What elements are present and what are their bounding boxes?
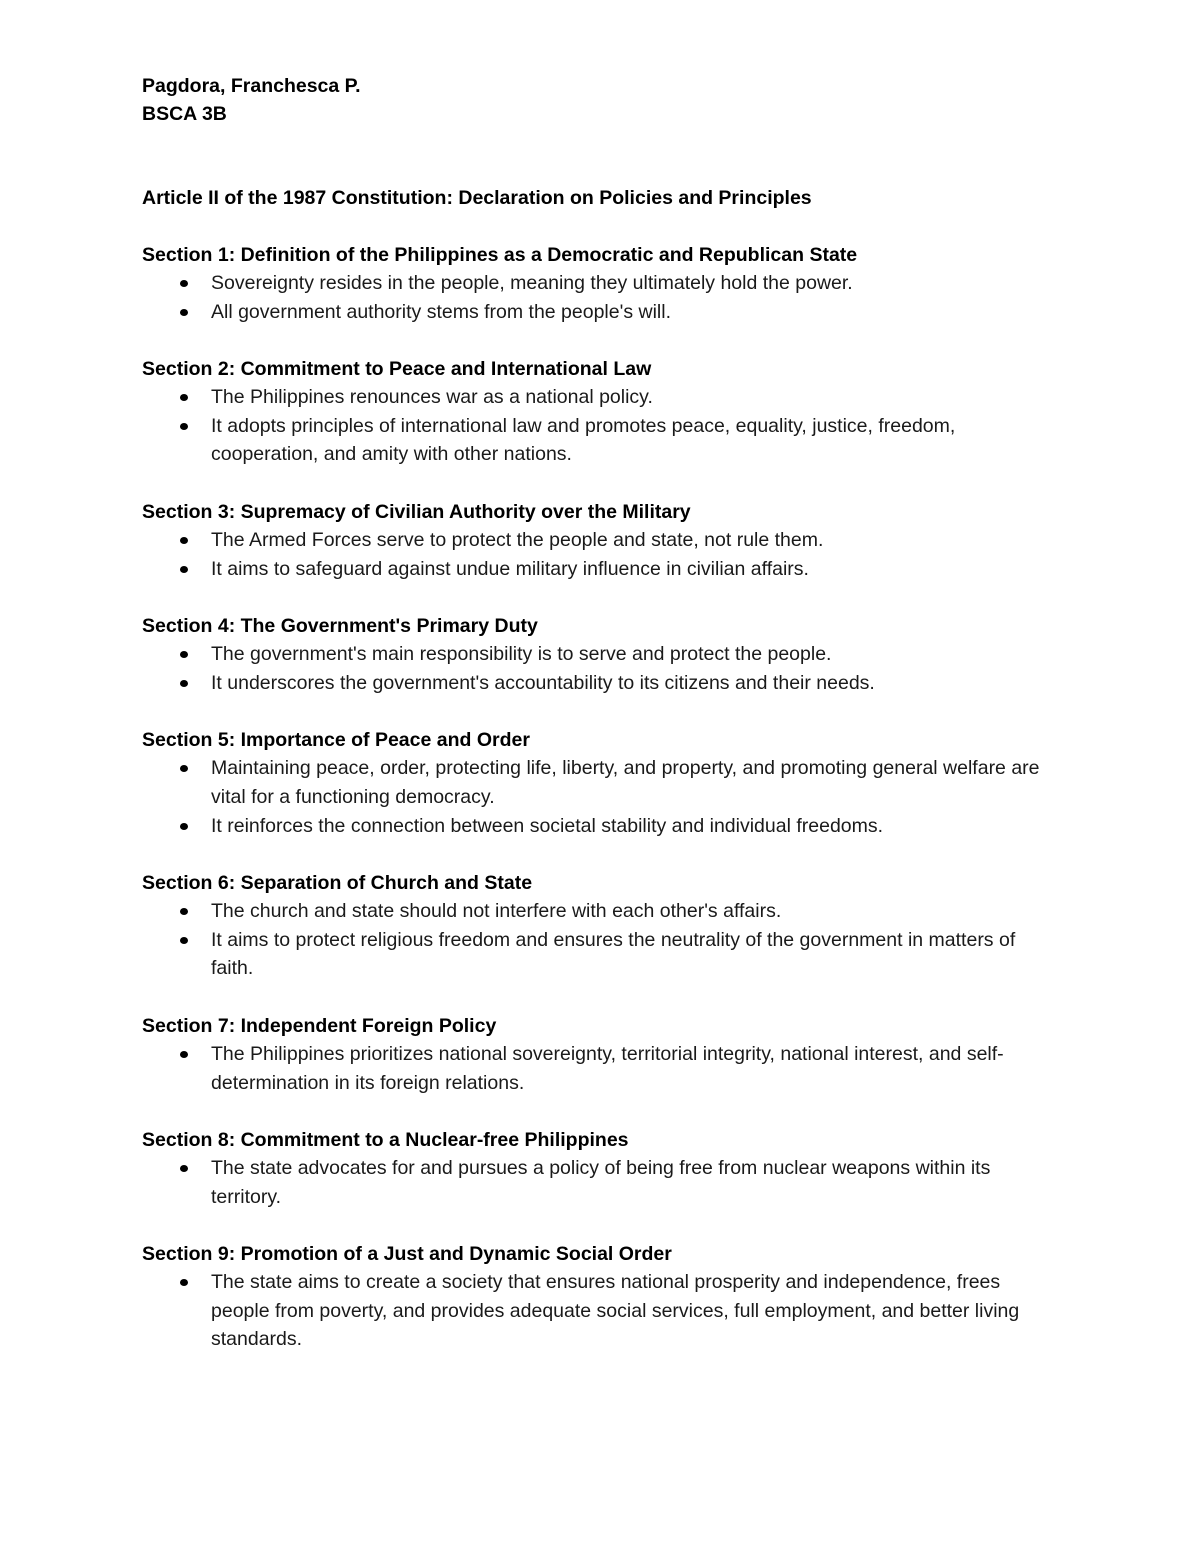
bullet-icon bbox=[180, 309, 188, 316]
list-item bbox=[142, 269, 1060, 298]
bullet-icon bbox=[180, 394, 188, 401]
bullet-icon bbox=[180, 1165, 188, 1172]
bullet-text: It aims to safeguard against undue military influence in civilian affairs. bbox=[211, 557, 809, 580]
section-6 bbox=[142, 869, 1060, 983]
bullet-icon bbox=[180, 280, 188, 287]
section-heading: Section 6: Separation of Church and State bbox=[142, 872, 533, 895]
section-heading: Section 9: Promotion of a Just and Dynamic Social Order bbox=[142, 1243, 672, 1266]
document-title: Article II of the 1987 Constitution: Declaration on Policies and Principles bbox=[142, 187, 812, 209]
bullet-text: The government's main responsibility is to serve and protect the people. bbox=[211, 643, 832, 666]
section-5 bbox=[142, 726, 1060, 840]
bullet-list bbox=[142, 383, 1060, 469]
section-8 bbox=[142, 1126, 1060, 1211]
bullet-icon bbox=[180, 423, 188, 430]
bullet-list bbox=[142, 269, 1060, 326]
list-item bbox=[142, 669, 1060, 698]
section-heading: Section 2: Commitment to Peace and International Law bbox=[142, 358, 652, 381]
list-item bbox=[142, 926, 1060, 983]
section-4 bbox=[142, 612, 1060, 697]
bullet-list bbox=[142, 897, 1060, 983]
bullet-text: All government authority stems from the people's will. bbox=[211, 300, 672, 323]
bullet-list bbox=[142, 1154, 1060, 1211]
bullet-text: It aims to protect religious freedom and ensures the neutrality of the government in matters of faith. bbox=[211, 928, 1016, 980]
list-item bbox=[142, 412, 1060, 469]
bullet-text: It reinforces the connection between societal stability and individual freedoms. bbox=[211, 814, 884, 837]
section-heading: Section 5: Importance of Peace and Order bbox=[142, 729, 530, 752]
bullet-list bbox=[142, 526, 1060, 583]
bullet-icon bbox=[180, 537, 188, 544]
list-item bbox=[142, 812, 1060, 841]
bullet-icon bbox=[180, 937, 188, 944]
bullet-text: The state aims to create a society that ensures national prosperity and independence, frees people from poverty, and provides adequate social services, full employment, and better living standards. bbox=[211, 1271, 1020, 1351]
bullet-list bbox=[142, 640, 1060, 697]
list-item bbox=[142, 526, 1060, 555]
bullet-icon bbox=[180, 823, 188, 830]
list-item bbox=[142, 640, 1060, 669]
list-item bbox=[142, 1154, 1060, 1211]
bullet-text: The Philippines renounces war as a national policy. bbox=[211, 386, 653, 409]
bullet-icon bbox=[180, 566, 188, 573]
bullet-text: The church and state should not interfere with each other's affairs. bbox=[211, 900, 782, 923]
bullet-icon bbox=[180, 908, 188, 915]
bullet-icon bbox=[180, 1279, 188, 1286]
bullet-icon bbox=[180, 680, 188, 687]
bullet-text: The state advocates for and pursues a policy of being free from nuclear weapons within its territory. bbox=[211, 1157, 991, 1208]
section-heading: Section 4: The Government's Primary Duty bbox=[142, 615, 538, 638]
section-2 bbox=[142, 355, 1060, 469]
list-item bbox=[142, 754, 1060, 811]
list-item bbox=[142, 383, 1060, 412]
author-name: Pagdora, Franchesca P. bbox=[142, 75, 361, 97]
section-3 bbox=[142, 498, 1060, 583]
bullet-text: The Philippines prioritizes national sovereignty, territorial integrity, national interest, and self-determination in its foreign relations. bbox=[211, 1042, 1004, 1094]
bullet-icon bbox=[180, 765, 188, 772]
list-item bbox=[142, 298, 1060, 327]
section-9 bbox=[142, 1240, 1060, 1354]
list-item bbox=[142, 555, 1060, 584]
sections-container bbox=[142, 241, 1060, 1354]
bullet-icon bbox=[180, 1051, 188, 1058]
list-item bbox=[142, 1268, 1060, 1354]
bullet-icon bbox=[180, 651, 188, 658]
bullet-text: Sovereignty resides in the people, meaning they ultimately hold the power. bbox=[211, 272, 853, 294]
bullet-list bbox=[142, 1268, 1060, 1354]
section-7 bbox=[142, 1012, 1060, 1097]
section-1 bbox=[142, 241, 1060, 326]
section-heading: Section 1: Definition of the Philippines as a Democratic and Republican State bbox=[142, 244, 858, 266]
bullet-list bbox=[142, 1040, 1060, 1097]
section-heading: Section 8: Commitment to a Nuclear-free Philippines bbox=[142, 1129, 629, 1152]
bullet-text: It adopts principles of international law and promotes peace, equality, justice, freedom, cooperation, and amity with other nations. bbox=[211, 414, 956, 466]
bullet-text: It underscores the government's accountability to its citizens and their needs. bbox=[211, 671, 875, 694]
list-item bbox=[142, 897, 1060, 926]
bullet-text: Maintaining peace, order, protecting life, liberty, and property, and promoting general welfare are vital for a functioning democracy. bbox=[211, 757, 1040, 808]
section-heading: Section 3: Supremacy of Civilian Authority over the Military bbox=[142, 500, 691, 523]
bullet-text: The Armed Forces serve to protect the people and state, not rule them. bbox=[211, 528, 824, 551]
bullet-list bbox=[142, 754, 1060, 840]
section-heading: Section 7: Independent Foreign Policy bbox=[142, 1014, 497, 1037]
course-section: BSCA 3B bbox=[142, 103, 227, 125]
list-item bbox=[142, 1040, 1060, 1097]
